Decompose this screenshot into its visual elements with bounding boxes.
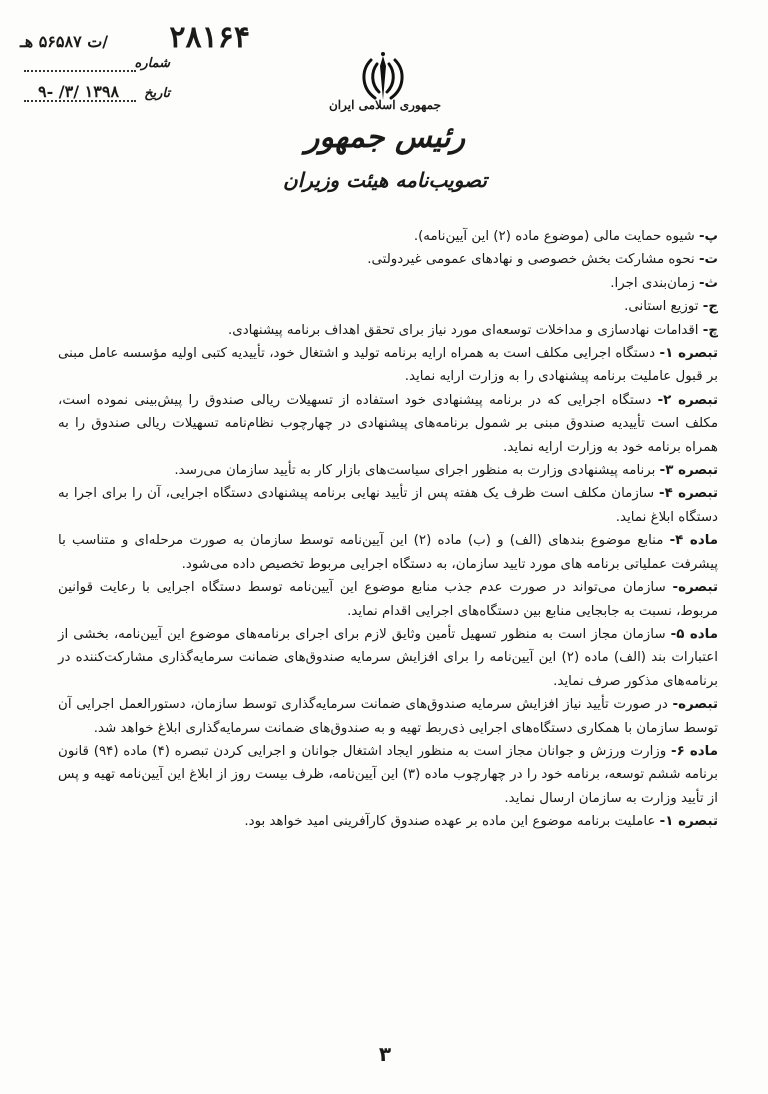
number-label: شماره [134,56,170,71]
paragraph: تبصره- سازمان می‌تواند در صورت عدم جذب منابع موضوع این آیین‌نامه توسط دستگاه اجرایی با رعایت قوانین مربوط، نسبت به جابجایی منابع بین دستگاه‌های اجرایی اقدام نماید. [58,580,718,619]
reference-numbers [20,20,250,55]
paragraph: ماده ۴- منابع موضوع بندهای (الف) و (ب) ماده (۲) این آیین‌نامه توسط سازمان به صورت مرحله‌ای و متناسب با پیشرفت عملیاتی برنامه های مورد تایید سازمان، به دستگاه اجرایی مربوط تخصیص داده می‌شود. [58,533,719,572]
paragraph: تبصره ۴- سازمان مکلف است ظرف یک هفته پس از تأیید نهایی برنامه پیشنهادی دستگاه اجرایی، آن را برای اجرا به دستگاه ابلاغ نماید. [58,486,719,525]
page-number: ۳ [378,1042,392,1066]
approval-title: تصویب‌نامه هیئت وزیران [283,168,487,192]
document-body [58,225,718,834]
paragraph: ماده ۵- سازمان مجاز است به منظور تسهیل تأمین وثایق لازم برای اجرای برنامه‌های موضوع این آیین‌نامه، بخشی از اعتبارات بند (الف) ماده (۲) این آیین‌نامه را برای افزایش سرمایه صندوق‌های ضمانت سرمایه‌گذاری مشارکت‌کننده در برنامه‌های مذکور صرف نماید. [58,626,718,689]
list-item: پ- شیوه حمایت مالی (موضوع ماده (۲) این آیین‌نامه). [413,229,718,244]
number-dotted-line [24,70,136,72]
paragraph: تبصره ۱- عاملیت برنامه موضوع این ماده بر عهده صندوق کارآفرینی امید خواهد بود. [244,814,718,830]
list-item: ج- توزیع استانی. [624,299,718,315]
paragraph: تبصره ۱- دستگاه اجرایی مکلف است به همراه ارایه برنامه تولید و اشتغال خود، تأییدیه کتبی اولیه مؤسسه عامل مبنی بر قبول عاملیت برنامه پیشنهادی را به وزارت ارایه نماید. [58,346,718,385]
paragraph: تبصره- در صورت تأیید نیاز افزایش سرمایه صندوق‌های ضمانت سرمایه‌گذاری توسط سازمان، دستورالعمل اجرایی آن توسط سازمان با همکاری دستگاه‌های اجرایی ذی‌ربط تهیه و به صندوق‌های ضمانت سرمایه‌گذاری ابلاغ خواهد شد. [58,697,718,736]
number-field [20,56,170,80]
paragraph: ماده ۶- وزارت ورزش و جوانان مجاز است به منظور ایجاد اشتغال جوانان و اجرایی کردن تبصره (۴) ماده (۹۴) قانون برنامه ششم توسعه، برنامه خود را در چهارچوب ماده (۳) این آیین‌نامه، ظرف بیست روز از ابلاغ این آیین‌نامه تهیه و پس از تأیید وزارت به سازمان ارسال نماید. [58,743,718,806]
letter-number: /ت ۵۶۵۸۷ هـ [20,32,109,51]
handwritten-reference-number: ۲۸۱۶۴ [169,20,250,55]
republic-title: جمهوری اسلامی ایران [328,98,442,112]
date-value: ۱۳۹۸ /۳/ -۹ [38,82,120,101]
president-title: رئیس جمهور [304,120,466,155]
date-field [20,82,170,110]
list-item: چ- اقدامات نهادسازی و مداخلات توسعه‌ای مورد نیاز برای تحقق اهداف برنامه پیشنهادی. [227,322,718,338]
list-item: ث- زمان‌بندی اجرا. [610,275,718,291]
paragraph: تبصره ۳- برنامه پیشنهادی وزارت به منظور اجرای سیاست‌های بازار کار به تأیید سازمان می‌رسد. [174,463,718,479]
paragraph: تبصره ۲- دستگاه اجرایی که در برنامه پیشنهادی خود استفاده از تسهیلات ریالی صندوق را پیش‌بینی نموده است، مکلف است تأییدیه صندوق مبنی بر شمول برنامه‌های پیشنهادی در چهارچوب نظام‌نامه تسهیلات ریالی صندوق را به همراه برنامه خود به وزارت ارایه نماید. [58,392,718,455]
list-item: ت- نحوه مشارکت بخش خصوصی و نهادهای عمومی غیردولتی. [367,252,718,268]
date-label: تاریخ [144,86,170,101]
